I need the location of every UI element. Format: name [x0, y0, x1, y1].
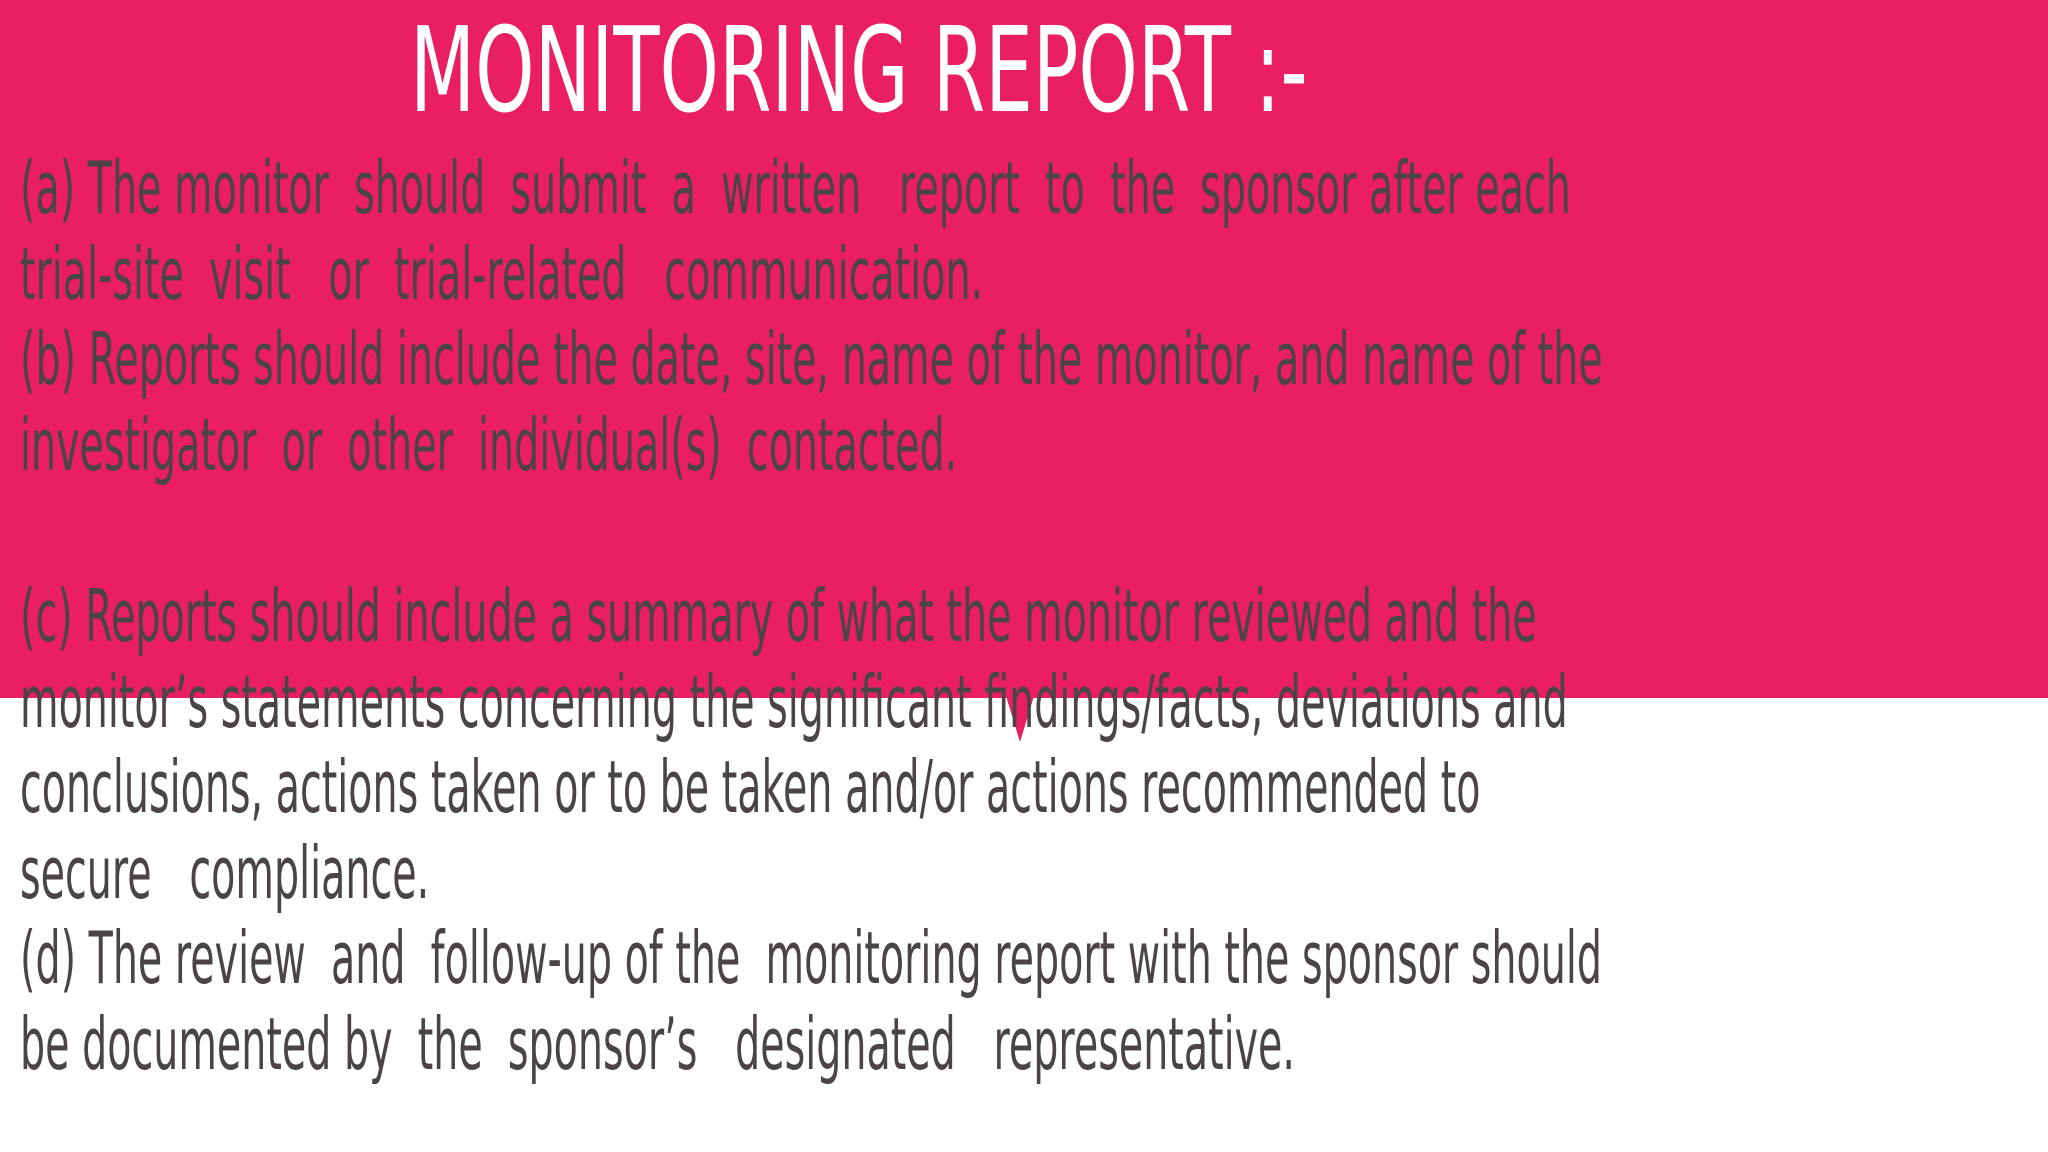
- body-line-c4: secure compliance.: [20, 831, 430, 915]
- slide-title: MONITORING REPORT :-: [410, 1, 1308, 139]
- body-line-b1: (b) Reports should include the date, site, name of the monitor, and name of the: [20, 317, 1603, 401]
- body-line-c2: monitor’s statements concerning the significant findings/facts, deviations and: [20, 660, 1568, 744]
- body-line-d1: (d) The review and follow-up of the monitoring report with the sponsor should: [20, 916, 1602, 1000]
- body-line-d2: be documented by the sponsor’s designated representative.: [20, 1002, 1296, 1086]
- body-line-a1: (a) The monitor should submit a written report to the sponsor after each: [20, 146, 1571, 230]
- body-line-b2: investigator or other individual(s) contacted.: [20, 403, 958, 487]
- body-line-c3: conclusions, actions taken or to be taken and/or actions recommended to: [20, 745, 1481, 829]
- body-line-c1: (c) Reports should include a summary of what the monitor reviewed and the: [20, 574, 1537, 658]
- body-line-a2: trial-site visit or trial-related communication.: [20, 232, 984, 316]
